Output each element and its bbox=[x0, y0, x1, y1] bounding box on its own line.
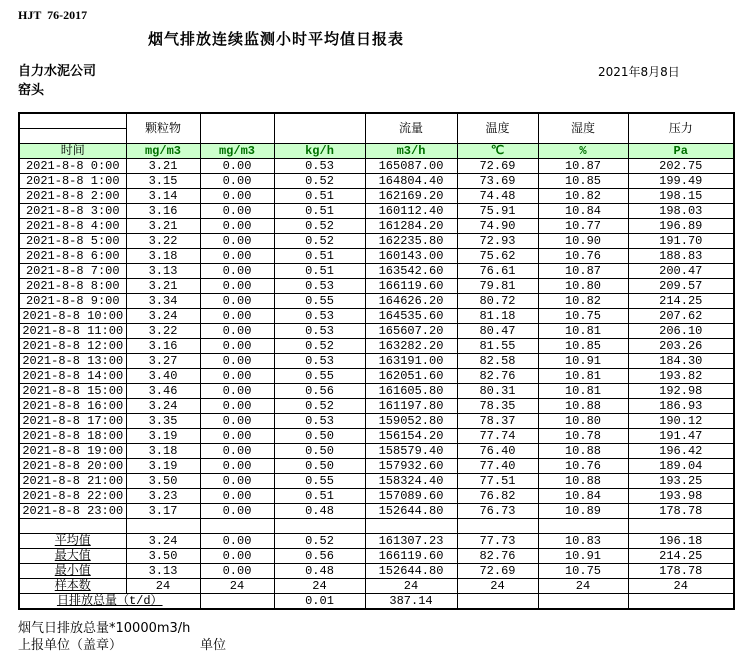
time-cell: 2021-8-8 20:00 bbox=[19, 459, 126, 474]
particulate-mg-cell: 3.14 bbox=[126, 189, 200, 204]
flow-cell: 158324.40 bbox=[365, 474, 457, 489]
company-name: 自力水泥公司 bbox=[18, 64, 97, 79]
time-cell: 2021-8-8 15:00 bbox=[19, 384, 126, 399]
col-header-blank1 bbox=[200, 113, 274, 144]
daily-total-empty bbox=[628, 594, 734, 610]
particulate-kg-cell: 0.51 bbox=[274, 264, 365, 279]
particulate-kg-cell: 0.55 bbox=[274, 474, 365, 489]
time-cell: 2021-8-8 9:00 bbox=[19, 294, 126, 309]
particulate-mg2-cell: 0.00 bbox=[200, 309, 274, 324]
pressure-cell: 196.42 bbox=[628, 444, 734, 459]
flow-cell: 163191.00 bbox=[365, 354, 457, 369]
time-cell: 2021-8-8 22:00 bbox=[19, 489, 126, 504]
flow-cell: 161284.20 bbox=[365, 219, 457, 234]
particulate-mg2-cell: 0.00 bbox=[200, 414, 274, 429]
pressure-cell: 214.25 bbox=[628, 294, 734, 309]
summary-value: 0.56 bbox=[274, 549, 365, 564]
summary-value: 0.52 bbox=[274, 534, 365, 549]
time-cell: 2021-8-8 0:00 bbox=[19, 159, 126, 174]
gap-section bbox=[19, 519, 734, 534]
summary-value: 214.25 bbox=[628, 549, 734, 564]
summary-label: 最大值 bbox=[19, 549, 126, 564]
footer-report-unit: 上报单位（盖章） bbox=[18, 638, 123, 653]
temperature-cell: 75.62 bbox=[457, 249, 538, 264]
particulate-mg-cell: 3.24 bbox=[126, 309, 200, 324]
particulate-mg2-cell: 0.00 bbox=[200, 159, 274, 174]
flow-cell: 161197.80 bbox=[365, 399, 457, 414]
table-row bbox=[19, 474, 734, 489]
table-row bbox=[19, 504, 734, 519]
flow-cell: 161605.80 bbox=[365, 384, 457, 399]
time-cell: 2021-8-8 21:00 bbox=[19, 474, 126, 489]
footer-unit-label: 单位 bbox=[200, 638, 227, 653]
particulate-kg-cell: 0.52 bbox=[274, 174, 365, 189]
time-cell: 2021-8-8 10:00 bbox=[19, 309, 126, 324]
particulate-kg-cell: 0.53 bbox=[274, 279, 365, 294]
temperature-cell: 73.69 bbox=[457, 174, 538, 189]
particulate-mg-cell: 3.46 bbox=[126, 384, 200, 399]
temperature-cell: 80.31 bbox=[457, 384, 538, 399]
temperature-cell: 82.76 bbox=[457, 369, 538, 384]
daily-total-label: 日排放总量（t/d） bbox=[19, 594, 200, 610]
flow-cell: 162235.80 bbox=[365, 234, 457, 249]
table-row bbox=[19, 414, 734, 429]
flow-cell: 166119.60 bbox=[365, 279, 457, 294]
particulate-mg2-cell: 0.00 bbox=[200, 339, 274, 354]
particulate-mg2-cell: 0.00 bbox=[200, 279, 274, 294]
table-row bbox=[19, 249, 734, 264]
particulate-mg2-cell: 0.00 bbox=[200, 489, 274, 504]
summary-value: 0.00 bbox=[200, 564, 274, 579]
particulate-kg-cell: 0.52 bbox=[274, 234, 365, 249]
pressure-cell: 191.47 bbox=[628, 429, 734, 444]
pressure-cell: 189.04 bbox=[628, 459, 734, 474]
col-header-pressure: 压力 bbox=[628, 113, 734, 144]
summary-value: 196.18 bbox=[628, 534, 734, 549]
col-header-blank2 bbox=[274, 113, 365, 144]
temperature-cell: 78.35 bbox=[457, 399, 538, 414]
time-cell: 2021-8-8 1:00 bbox=[19, 174, 126, 189]
particulate-mg2-cell: 0.00 bbox=[200, 429, 274, 444]
col-header-particulate: 颗粒物 bbox=[126, 113, 200, 144]
group-header-row-top bbox=[19, 113, 734, 129]
particulate-mg-cell: 3.16 bbox=[126, 204, 200, 219]
time-cell: 2021-8-8 7:00 bbox=[19, 264, 126, 279]
report-date: 2021年8月8日 bbox=[598, 65, 680, 79]
humidity-cell: 10.87 bbox=[538, 264, 628, 279]
flow-cell: 165087.00 bbox=[365, 159, 457, 174]
particulate-mg2-cell: 0.00 bbox=[200, 354, 274, 369]
particulate-mg2-cell: 0.00 bbox=[200, 264, 274, 279]
summary-value: 10.83 bbox=[538, 534, 628, 549]
particulate-mg2-cell: 0.00 bbox=[200, 384, 274, 399]
summary-label: 平均值 bbox=[19, 534, 126, 549]
particulate-kg-cell: 0.51 bbox=[274, 189, 365, 204]
page-title: 烟气排放连续监测小时平均值日报表 bbox=[148, 30, 405, 48]
particulate-kg-cell: 0.50 bbox=[274, 459, 365, 474]
particulate-mg-cell: 3.34 bbox=[126, 294, 200, 309]
units-header-row bbox=[19, 144, 734, 159]
summary-row bbox=[19, 564, 734, 579]
table-row bbox=[19, 294, 734, 309]
particulate-mg-cell: 3.18 bbox=[126, 444, 200, 459]
temperature-cell: 72.93 bbox=[457, 234, 538, 249]
particulate-mg-cell: 3.19 bbox=[126, 459, 200, 474]
particulate-mg-cell: 3.18 bbox=[126, 249, 200, 264]
particulate-mg-cell: 3.24 bbox=[126, 399, 200, 414]
humidity-cell: 10.75 bbox=[538, 309, 628, 324]
particulate-kg-cell: 0.51 bbox=[274, 249, 365, 264]
particulate-mg-cell: 3.40 bbox=[126, 369, 200, 384]
pressure-cell: 193.98 bbox=[628, 489, 734, 504]
pressure-cell: 184.30 bbox=[628, 354, 734, 369]
unit-celsius: ℃ bbox=[457, 144, 538, 159]
temperature-cell: 77.51 bbox=[457, 474, 538, 489]
particulate-mg-cell: 3.27 bbox=[126, 354, 200, 369]
summary-value: 77.73 bbox=[457, 534, 538, 549]
particulate-mg2-cell: 0.00 bbox=[200, 174, 274, 189]
col-header-flow: 流量 bbox=[365, 113, 457, 144]
pressure-cell: 200.47 bbox=[628, 264, 734, 279]
summary-label: 最小值 bbox=[19, 564, 126, 579]
pressure-cell: 202.75 bbox=[628, 159, 734, 174]
flow-cell: 156154.20 bbox=[365, 429, 457, 444]
particulate-mg2-cell: 0.00 bbox=[200, 369, 274, 384]
summary-label: 样本数 bbox=[19, 579, 126, 594]
humidity-cell: 10.84 bbox=[538, 489, 628, 504]
particulate-mg2-cell: 0.00 bbox=[200, 294, 274, 309]
pressure-cell: 203.26 bbox=[628, 339, 734, 354]
corner-cell-top bbox=[19, 113, 126, 129]
table-row bbox=[19, 399, 734, 414]
particulate-mg-cell: 3.50 bbox=[126, 474, 200, 489]
table-row bbox=[19, 429, 734, 444]
time-cell: 2021-8-8 2:00 bbox=[19, 189, 126, 204]
particulate-mg-cell: 3.35 bbox=[126, 414, 200, 429]
table-row bbox=[19, 459, 734, 474]
particulate-mg-cell: 3.17 bbox=[126, 504, 200, 519]
humidity-cell: 10.85 bbox=[538, 174, 628, 189]
report-table bbox=[18, 112, 735, 610]
particulate-kg-cell: 0.55 bbox=[274, 294, 365, 309]
time-cell: 2021-8-8 16:00 bbox=[19, 399, 126, 414]
table-row bbox=[19, 354, 734, 369]
empty-cell bbox=[19, 519, 126, 534]
summary-value: 161307.23 bbox=[365, 534, 457, 549]
humidity-cell: 10.85 bbox=[538, 339, 628, 354]
empty-cell bbox=[365, 519, 457, 534]
particulate-mg2-cell: 0.00 bbox=[200, 324, 274, 339]
pressure-cell: 193.25 bbox=[628, 474, 734, 489]
pressure-cell: 188.83 bbox=[628, 249, 734, 264]
summary-value: 166119.60 bbox=[365, 549, 457, 564]
flow-cell: 159052.80 bbox=[365, 414, 457, 429]
summary-value: 24 bbox=[365, 579, 457, 594]
temperature-cell: 77.40 bbox=[457, 459, 538, 474]
humidity-cell: 10.81 bbox=[538, 369, 628, 384]
time-cell: 2021-8-8 11:00 bbox=[19, 324, 126, 339]
flow-cell: 163542.60 bbox=[365, 264, 457, 279]
pressure-cell: 199.49 bbox=[628, 174, 734, 189]
particulate-kg-cell: 0.51 bbox=[274, 489, 365, 504]
temperature-cell: 78.37 bbox=[457, 414, 538, 429]
temperature-cell: 72.69 bbox=[457, 159, 538, 174]
humidity-cell: 10.80 bbox=[538, 414, 628, 429]
table-row bbox=[19, 204, 734, 219]
table-row bbox=[19, 264, 734, 279]
temperature-cell: 76.82 bbox=[457, 489, 538, 504]
particulate-kg-cell: 0.53 bbox=[274, 309, 365, 324]
time-cell: 2021-8-8 5:00 bbox=[19, 234, 126, 249]
flow-cell: 157089.60 bbox=[365, 489, 457, 504]
temperature-cell: 76.40 bbox=[457, 444, 538, 459]
pressure-cell: 198.03 bbox=[628, 204, 734, 219]
particulate-mg2-cell: 0.00 bbox=[200, 444, 274, 459]
humidity-cell: 10.90 bbox=[538, 234, 628, 249]
flow-cell: 164535.60 bbox=[365, 309, 457, 324]
flow-cell: 160112.40 bbox=[365, 204, 457, 219]
summary-value: 72.69 bbox=[457, 564, 538, 579]
empty-cell bbox=[200, 519, 274, 534]
humidity-cell: 10.81 bbox=[538, 384, 628, 399]
time-cell: 2021-8-8 14:00 bbox=[19, 369, 126, 384]
col-header-temperature: 温度 bbox=[457, 113, 538, 144]
particulate-kg-cell: 0.52 bbox=[274, 219, 365, 234]
temperature-cell: 82.58 bbox=[457, 354, 538, 369]
corner-cell-bottom bbox=[19, 129, 126, 144]
table-row bbox=[19, 174, 734, 189]
temperature-cell: 74.48 bbox=[457, 189, 538, 204]
humidity-cell: 10.81 bbox=[538, 324, 628, 339]
summary-value: 24 bbox=[126, 579, 200, 594]
summary-value: 0.00 bbox=[200, 549, 274, 564]
particulate-kg-cell: 0.52 bbox=[274, 399, 365, 414]
time-column-header: 时间 bbox=[19, 144, 126, 159]
particulate-kg-cell: 0.50 bbox=[274, 429, 365, 444]
empty-spacer-row bbox=[19, 519, 734, 534]
summary-value: 82.76 bbox=[457, 549, 538, 564]
pressure-cell: 186.93 bbox=[628, 399, 734, 414]
daily-total-empty bbox=[200, 594, 274, 610]
daily-total-empty bbox=[538, 594, 628, 610]
time-cell: 2021-8-8 17:00 bbox=[19, 414, 126, 429]
unit-mg-m3-2: mg/m3 bbox=[200, 144, 274, 159]
particulate-kg-cell: 0.53 bbox=[274, 354, 365, 369]
table-row bbox=[19, 384, 734, 399]
temperature-cell: 76.73 bbox=[457, 504, 538, 519]
summary-value: 178.78 bbox=[628, 564, 734, 579]
table-row bbox=[19, 339, 734, 354]
summary-value: 0.48 bbox=[274, 564, 365, 579]
pressure-cell: 178.78 bbox=[628, 504, 734, 519]
temperature-cell: 80.72 bbox=[457, 294, 538, 309]
summary-value: 24 bbox=[200, 579, 274, 594]
particulate-mg-cell: 3.13 bbox=[126, 264, 200, 279]
summary-value: 24 bbox=[538, 579, 628, 594]
unit-mg-m3-1: mg/m3 bbox=[126, 144, 200, 159]
humidity-cell: 10.89 bbox=[538, 504, 628, 519]
total-section bbox=[19, 594, 734, 610]
particulate-kg-cell: 0.52 bbox=[274, 339, 365, 354]
particulate-mg2-cell: 0.00 bbox=[200, 219, 274, 234]
particulate-mg2-cell: 0.00 bbox=[200, 249, 274, 264]
particulate-mg-cell: 3.15 bbox=[126, 174, 200, 189]
particulate-kg-cell: 0.53 bbox=[274, 324, 365, 339]
time-cell: 2021-8-8 18:00 bbox=[19, 429, 126, 444]
particulate-mg-cell: 3.19 bbox=[126, 429, 200, 444]
daily-total-empty bbox=[457, 594, 538, 610]
humidity-cell: 10.88 bbox=[538, 444, 628, 459]
temperature-cell: 75.91 bbox=[457, 204, 538, 219]
particulate-kg-cell: 0.51 bbox=[274, 204, 365, 219]
time-cell: 2021-8-8 6:00 bbox=[19, 249, 126, 264]
humidity-cell: 10.82 bbox=[538, 294, 628, 309]
particulate-kg-cell: 0.53 bbox=[274, 414, 365, 429]
flow-cell: 164804.40 bbox=[365, 174, 457, 189]
particulate-mg-cell: 3.22 bbox=[126, 324, 200, 339]
time-cell: 2021-8-8 4:00 bbox=[19, 219, 126, 234]
summary-row bbox=[19, 534, 734, 549]
daily-total-row bbox=[19, 594, 734, 610]
table-row bbox=[19, 309, 734, 324]
summary-value: 152644.80 bbox=[365, 564, 457, 579]
table-row bbox=[19, 444, 734, 459]
temperature-cell: 80.47 bbox=[457, 324, 538, 339]
time-cell: 2021-8-8 23:00 bbox=[19, 504, 126, 519]
flow-cell: 162051.60 bbox=[365, 369, 457, 384]
summary-value: 10.91 bbox=[538, 549, 628, 564]
footer-note: 烟气日排放总量*10000m3/h bbox=[18, 621, 191, 636]
flow-cell: 165607.20 bbox=[365, 324, 457, 339]
particulate-mg-cell: 3.23 bbox=[126, 489, 200, 504]
time-cell: 2021-8-8 8:00 bbox=[19, 279, 126, 294]
humidity-cell: 10.87 bbox=[538, 159, 628, 174]
flow-cell: 162169.20 bbox=[365, 189, 457, 204]
pressure-cell: 206.10 bbox=[628, 324, 734, 339]
particulate-mg-cell: 3.22 bbox=[126, 234, 200, 249]
humidity-cell: 10.76 bbox=[538, 459, 628, 474]
particulate-mg2-cell: 0.00 bbox=[200, 504, 274, 519]
empty-cell bbox=[126, 519, 200, 534]
station-name: 窑头 bbox=[18, 83, 45, 98]
flow-cell: 164626.20 bbox=[365, 294, 457, 309]
particulate-kg-cell: 0.55 bbox=[274, 369, 365, 384]
unit-percent: % bbox=[538, 144, 628, 159]
humidity-cell: 10.77 bbox=[538, 219, 628, 234]
humidity-cell: 10.80 bbox=[538, 279, 628, 294]
particulate-mg2-cell: 0.00 bbox=[200, 474, 274, 489]
particulate-mg-cell: 3.16 bbox=[126, 339, 200, 354]
empty-cell bbox=[628, 519, 734, 534]
temperature-cell: 77.74 bbox=[457, 429, 538, 444]
unit-kg-h: kg/h bbox=[274, 144, 365, 159]
humidity-cell: 10.91 bbox=[538, 354, 628, 369]
table-row bbox=[19, 159, 734, 174]
temperature-cell: 79.81 bbox=[457, 279, 538, 294]
temperature-cell: 76.61 bbox=[457, 264, 538, 279]
particulate-mg-cell: 3.21 bbox=[126, 219, 200, 234]
particulate-mg2-cell: 0.00 bbox=[200, 204, 274, 219]
summary-value: 0.00 bbox=[200, 534, 274, 549]
summary-value: 3.50 bbox=[126, 549, 200, 564]
time-cell: 2021-8-8 13:00 bbox=[19, 354, 126, 369]
particulate-kg-cell: 0.53 bbox=[274, 159, 365, 174]
time-cell: 2021-8-8 3:00 bbox=[19, 204, 126, 219]
temperature-cell: 81.18 bbox=[457, 309, 538, 324]
particulate-mg2-cell: 0.00 bbox=[200, 459, 274, 474]
pressure-cell: 191.70 bbox=[628, 234, 734, 249]
flow-cell: 160143.00 bbox=[365, 249, 457, 264]
flow-cell: 158579.40 bbox=[365, 444, 457, 459]
flow-cell: 157932.60 bbox=[365, 459, 457, 474]
time-cell: 2021-8-8 12:00 bbox=[19, 339, 126, 354]
summary-value: 24 bbox=[274, 579, 365, 594]
humidity-cell: 10.88 bbox=[538, 399, 628, 414]
pressure-cell: 196.89 bbox=[628, 219, 734, 234]
summary-row bbox=[19, 579, 734, 594]
summary-row bbox=[19, 549, 734, 564]
particulate-mg2-cell: 0.00 bbox=[200, 234, 274, 249]
pressure-cell: 207.62 bbox=[628, 309, 734, 324]
empty-cell bbox=[538, 519, 628, 534]
pressure-cell: 198.15 bbox=[628, 189, 734, 204]
table-row bbox=[19, 489, 734, 504]
summary-value: 24 bbox=[457, 579, 538, 594]
daily-total-m3-h: 387.14 bbox=[365, 594, 457, 610]
particulate-kg-cell: 0.50 bbox=[274, 444, 365, 459]
particulate-mg2-cell: 0.00 bbox=[200, 399, 274, 414]
standard-code: HJT 76-2017 bbox=[18, 8, 88, 22]
unit-pa: Pa bbox=[628, 144, 734, 159]
temperature-cell: 81.55 bbox=[457, 339, 538, 354]
pressure-cell: 209.57 bbox=[628, 279, 734, 294]
empty-cell bbox=[457, 519, 538, 534]
table-row bbox=[19, 219, 734, 234]
summary-value: 3.13 bbox=[126, 564, 200, 579]
humidity-cell: 10.88 bbox=[538, 474, 628, 489]
empty-cell bbox=[274, 519, 365, 534]
table-row bbox=[19, 189, 734, 204]
humidity-cell: 10.76 bbox=[538, 249, 628, 264]
flow-cell: 152644.80 bbox=[365, 504, 457, 519]
humidity-cell: 10.78 bbox=[538, 429, 628, 444]
table-row bbox=[19, 369, 734, 384]
daily-total-kg-h: 0.01 bbox=[274, 594, 365, 610]
table-row bbox=[19, 324, 734, 339]
unit-m3-h: m3/h bbox=[365, 144, 457, 159]
col-header-humidity: 湿度 bbox=[538, 113, 628, 144]
summary-value: 24 bbox=[628, 579, 734, 594]
pressure-cell: 190.12 bbox=[628, 414, 734, 429]
pressure-cell: 192.98 bbox=[628, 384, 734, 399]
table-row bbox=[19, 279, 734, 294]
summary-value: 3.24 bbox=[126, 534, 200, 549]
flow-cell: 163282.20 bbox=[365, 339, 457, 354]
particulate-kg-cell: 0.48 bbox=[274, 504, 365, 519]
particulate-mg2-cell: 0.00 bbox=[200, 189, 274, 204]
time-cell: 2021-8-8 19:00 bbox=[19, 444, 126, 459]
humidity-cell: 10.82 bbox=[538, 189, 628, 204]
temperature-cell: 74.90 bbox=[457, 219, 538, 234]
pressure-cell: 193.82 bbox=[628, 369, 734, 384]
summary-value: 10.75 bbox=[538, 564, 628, 579]
humidity-cell: 10.84 bbox=[538, 204, 628, 219]
particulate-mg-cell: 3.21 bbox=[126, 279, 200, 294]
particulate-mg-cell: 3.21 bbox=[126, 159, 200, 174]
particulate-kg-cell: 0.56 bbox=[274, 384, 365, 399]
table-row bbox=[19, 234, 734, 249]
